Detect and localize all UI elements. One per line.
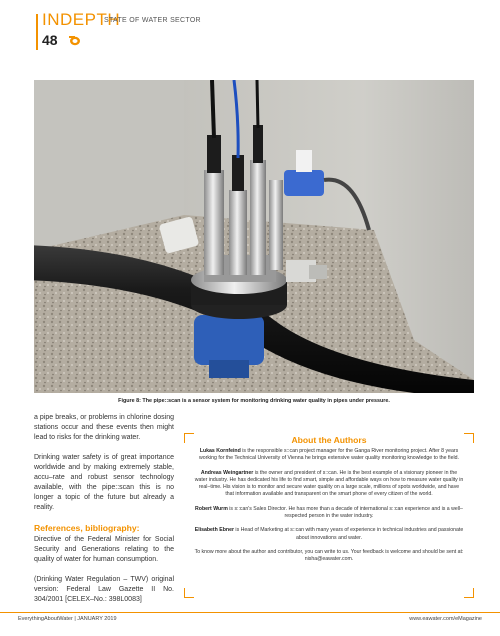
author-bio [194,470,464,499]
reference-item: Directive of the Federal Minister for Social Security and Generations relating to the quality of water for human consumption. [34,536,174,563]
about-authors-box [184,433,474,598]
author-bio-text: is the responsible s::can project manager for the Ganga River monitoring project. After 8 years working for the Technical University of Vienna he brings extensive water quality monitoring knowledge to the field. [199,448,459,462]
header-accent-bar [36,14,38,50]
left-column [34,413,174,615]
author-bio [194,506,464,521]
footer-divider [0,612,500,613]
figure-photo [34,80,474,393]
references-heading: References, bibliography: [34,523,140,533]
box-corner [184,588,194,598]
pipe-scan-illustration [34,80,474,393]
subsection-title: STATE OF WATER SECTOR [104,17,201,24]
author-bio-text: is the owner and president of s::can. He is the best example of a visionary pioneer in the water industry. He has dedicated his life to find smart, simple and affordable ways on how to measure water quality in real–time. His vision is to monitor and secure water quality on a large scale, millions of spots worldwide, and have that information available and transparent on the smart phone of every citizen of the world. [194,469,464,498]
box-corner [464,588,474,598]
body-paragraph: a pipe breaks, or problems in chlorine dosing stations occur and these events then might lead to risks for the drinking water. [34,414,174,441]
author-name: Andreas Weingartner [200,469,254,476]
page-header [36,10,476,50]
reference-item: (Drinking Water Regulation – TWV) original version: Federal Law Gazette II No. 304/2001 [CELEX–No.: 398L0083] [34,576,174,603]
page-number: 48 [42,32,58,48]
footer-publication: EverythingAboutWater | JANUARY 2019 [18,616,117,622]
about-body [194,448,464,571]
about-title: About the Authors [291,435,367,445]
body-paragraph: Drinking water safety is of great importance worldwide and by making extremely stable, accu–rate and robust sensor technology available, with the pipe::scan this is no longer a topic of the future but already a reality. [34,454,174,511]
author-bio [194,448,464,463]
magazine-logo-icon [69,36,81,46]
author-name: Elisabeth Ebner [194,527,234,534]
footer-url[interactable]: www.eawater.com/eMagazine [409,616,482,622]
author-bio [194,527,464,542]
contact-note: To know more about the author and contributor, you can write to us. Your feedback is welcome and should be sent at: nisha@eawater.com. [194,548,464,563]
author-name: Lukas Kornfeind [199,448,241,454]
figure-caption: Figure 8: The pipe::scan is a sensor system for monitoring drinking water quality in pipes under pressure. [118,398,390,404]
author-name: Robert Wurm [195,505,228,512]
section-title: INDEPTH [42,10,121,29]
author-bio-text: is Head of Marketing at s::can with many years of experience in technical industries and passionate about innovations and water. [233,527,464,541]
author-bio-text: is s::can's Sales Director. He has more than a decade of international s::can experience and is a well–respected person in the water industry. [227,505,463,520]
